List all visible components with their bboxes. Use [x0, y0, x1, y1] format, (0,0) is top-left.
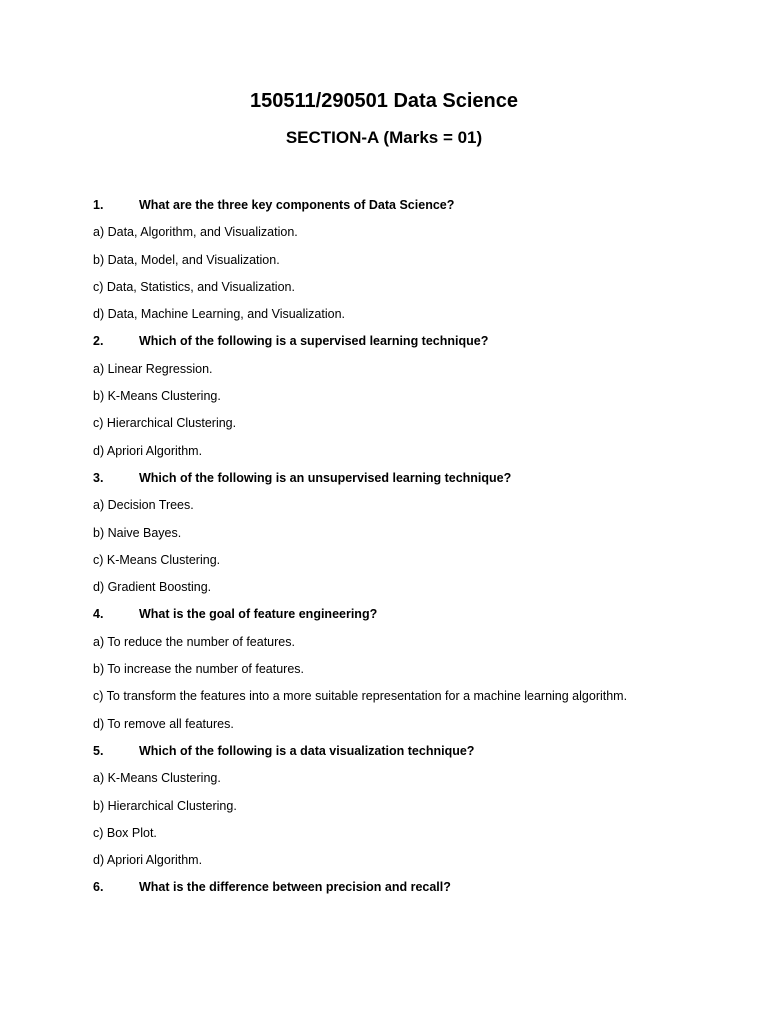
option-4b: b) To increase the number of features. — [93, 662, 304, 677]
option-3d: d) Gradient Boosting. — [93, 580, 212, 595]
option-4d: d) To remove all features. — [93, 716, 234, 731]
question-text: What is the difference between precision and recall? — [139, 880, 451, 895]
question-4 — [93, 605, 713, 632]
document-title: 150511/290501 Data Science — [250, 90, 518, 112]
option-2c: c) Hierarchical Clustering. — [93, 416, 237, 431]
question-2 — [93, 332, 713, 359]
question-6 — [93, 878, 713, 905]
question-text: Which of the following is a data visualization technique? — [139, 743, 475, 758]
question-1 — [93, 196, 713, 223]
option-1a: a) Data, Algorithm, and Visualization. — [93, 225, 298, 240]
question-list — [93, 196, 713, 906]
option-5d: d) Apriori Algorithm. — [93, 853, 203, 868]
option-5b: b) Hierarchical Clustering. — [93, 798, 237, 813]
option-5c: c) Box Plot. — [93, 825, 157, 840]
option-2a: a) Linear Regression. — [93, 361, 213, 376]
question-number: 4. — [93, 607, 104, 622]
option-5a: a) K-Means Clustering. — [93, 771, 221, 786]
question-number: 3. — [93, 470, 104, 485]
question-text: What are the three key components of Data Science? — [139, 198, 455, 212]
question-number: 5. — [93, 743, 104, 758]
option-1d: d) Data, Machine Learning, and Visualization. — [93, 307, 346, 322]
option-3c: c) K-Means Clustering. — [93, 552, 221, 567]
option-2d: d) Apriori Algorithm. — [93, 443, 203, 458]
section-heading: SECTION-A (Marks = 01) — [285, 128, 483, 147]
question-number: 2. — [93, 334, 104, 349]
option-1b: b) Data, Model, and Visualization. — [93, 252, 280, 267]
option-1c: c) Data, Statistics, and Visualization. — [93, 279, 295, 294]
option-2b: b) K-Means Clustering. — [93, 389, 221, 404]
question-number: 6. — [93, 880, 104, 895]
question-5 — [93, 742, 713, 769]
question-text: Which of the following is a supervised learning technique? — [139, 334, 489, 349]
question-text: Which of the following is an unsupervised learning technique? — [139, 470, 512, 485]
option-4c: c) To transform the features into a more suitable representation for a machine learning algorithm. — [93, 689, 628, 704]
question-number: 1. — [93, 198, 104, 212]
option-3b: b) Naive Bayes. — [93, 525, 182, 540]
question-3 — [93, 469, 713, 496]
option-3a: a) Decision Trees. — [93, 498, 194, 513]
option-4a: a) To reduce the number of features. — [93, 634, 295, 649]
question-text: What is the goal of feature engineering? — [139, 607, 378, 622]
